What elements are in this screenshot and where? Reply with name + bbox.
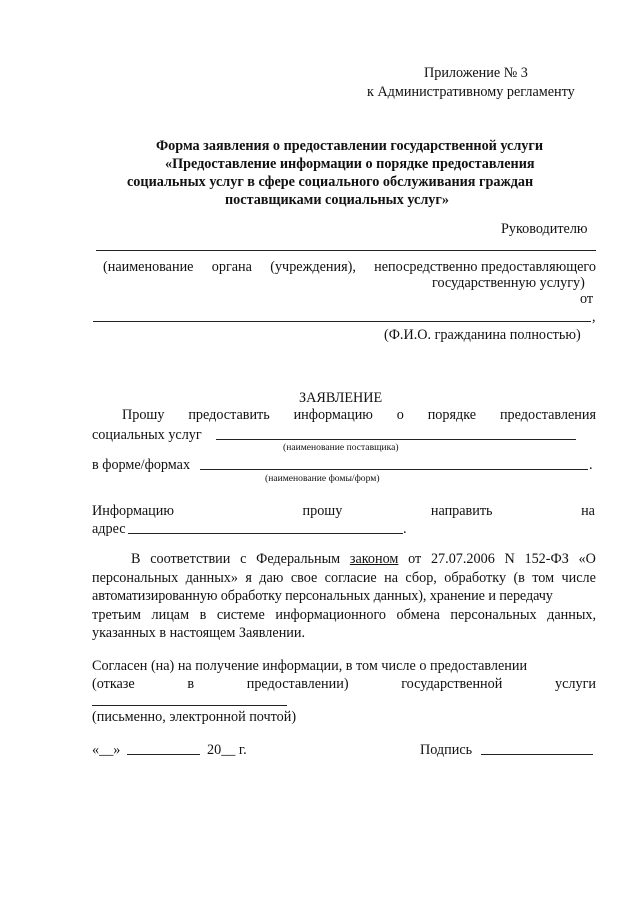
- consent-line-4: [92, 606, 596, 624]
- consent-word: данных,: [547, 607, 596, 623]
- agreement-word: в: [187, 676, 195, 692]
- statement-word: предоставления: [499, 407, 596, 423]
- consent-word: числе: [561, 570, 596, 586]
- method-caption: (письменно, электронной почтой): [92, 709, 297, 725]
- address-label: адрес: [92, 521, 126, 537]
- org-caption-line-2: государственную услугу): [432, 275, 585, 291]
- signature-label: Подпись: [420, 742, 473, 758]
- send-word: Информацию: [92, 503, 174, 519]
- send-word: направить: [430, 503, 493, 519]
- consent-word: данных»: [185, 570, 238, 586]
- org-name-line[interactable]: [96, 250, 596, 251]
- consent-word: Федеральным: [256, 551, 341, 567]
- method-line[interactable]: [92, 705, 287, 706]
- consent-word: том: [532, 570, 555, 586]
- consent-word: «О: [578, 551, 596, 567]
- from-label: от: [580, 291, 594, 307]
- consent-word: обработку: [444, 570, 507, 586]
- consent-line-1: [131, 550, 596, 568]
- consent-word: свое: [290, 570, 318, 586]
- agreement-word: государственной: [401, 676, 503, 692]
- consent-word: в: [199, 607, 207, 623]
- agreement-word: предоставлении): [246, 676, 349, 692]
- date-month-line[interactable]: [127, 754, 200, 755]
- appendix-regulation: к Административному регламенту: [367, 84, 575, 100]
- statement-word: Прошу: [122, 407, 165, 423]
- provider-name-line[interactable]: [216, 439, 576, 440]
- consent-word: обмена: [396, 607, 440, 623]
- services-label: социальных услуг: [92, 427, 202, 443]
- agreement-line-2: [92, 675, 596, 693]
- address-line[interactable]: [128, 533, 403, 534]
- consent-line-5: указанных в настоящем Заявлении.: [92, 625, 306, 641]
- law-link[interactable]: законом: [349, 551, 399, 567]
- consent-word: даю: [259, 570, 284, 586]
- statement-request-line: [122, 406, 596, 424]
- org-caption-word: органа: [211, 259, 252, 275]
- consent-word: на: [384, 570, 399, 586]
- addressee-head: Руководителю: [501, 221, 588, 237]
- consent-word: соответствии: [150, 551, 231, 567]
- fio-line[interactable]: [93, 321, 591, 322]
- title-line-2: «Предоставление информации о порядке предоставления: [165, 156, 535, 172]
- agreement-line-1: Согласен (на) на получение информации, в том числе о предоставлении: [92, 658, 528, 674]
- consent-word: 27.07.2006: [430, 551, 495, 567]
- statement-word: о: [396, 407, 404, 423]
- consent-word: N: [504, 551, 515, 567]
- consent-word: лицам: [151, 607, 190, 623]
- consent-word: 152-ФЗ: [524, 551, 569, 567]
- agreement-word: услуги: [555, 676, 596, 692]
- consent-line-2: [92, 569, 596, 587]
- org-caption-word: (учреждения),: [270, 259, 356, 275]
- fio-comma: ,: [592, 309, 596, 325]
- form-label: в форме/формах: [92, 457, 191, 473]
- consent-word: информационного: [275, 607, 387, 623]
- statement-word: порядке: [427, 407, 477, 423]
- consent-word: В: [131, 551, 141, 567]
- date-year[interactable]: 20__ г.: [207, 742, 247, 758]
- consent-word: я: [245, 570, 252, 586]
- consent-line-3: автоматизированную обработку персональных данных), хранение и передачу: [92, 588, 553, 604]
- consent-word: сбор,: [405, 570, 437, 586]
- provider-caption: (наименование поставщика): [283, 442, 399, 453]
- consent-word: с: [240, 551, 247, 567]
- send-word: прошу: [302, 503, 343, 519]
- consent-word: от: [408, 551, 422, 567]
- form-caption: (наименование фомы/форм): [265, 473, 380, 484]
- send-line: [92, 502, 595, 520]
- title-line-4: поставщиками социальных услуг»: [225, 192, 449, 208]
- signature-line[interactable]: [481, 754, 593, 755]
- consent-word: третьим: [92, 607, 142, 623]
- title-line-1: Форма заявления о предоставлении государственной услуги: [156, 138, 544, 154]
- address-end: .: [403, 521, 407, 537]
- consent-word: персональных: [450, 607, 537, 623]
- appendix-number: Приложение № 3: [424, 65, 528, 81]
- org-caption-word: непосредственно предоставляющего: [374, 259, 596, 275]
- consent-word: согласие: [324, 570, 377, 586]
- statement-heading: ЗАЯВЛЕНИЕ: [299, 390, 383, 406]
- date-day[interactable]: «__»: [92, 742, 121, 758]
- form-end: .: [589, 457, 593, 473]
- title-line-3: социальных услуг в сфере социального обслуживания граждан: [127, 174, 534, 190]
- form-name-line[interactable]: [200, 469, 588, 470]
- org-caption-word: (наименование: [103, 259, 194, 275]
- statement-word: информацию: [293, 407, 373, 423]
- fio-caption: (Ф.И.О. гражданина полностью): [384, 327, 581, 343]
- consent-word: системе: [216, 607, 265, 623]
- agreement-word: (отказе: [92, 676, 135, 692]
- consent-word: персональных: [92, 570, 179, 586]
- consent-word: (в: [513, 570, 525, 586]
- send-word: на: [581, 503, 595, 519]
- statement-word: предоставить: [188, 407, 270, 423]
